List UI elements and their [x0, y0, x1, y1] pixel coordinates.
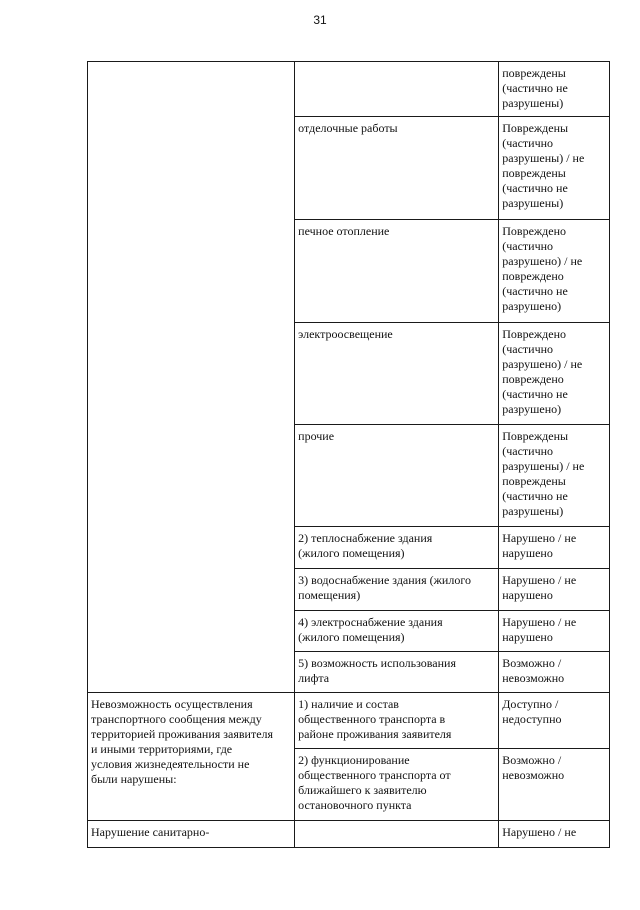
value-cell: Возможно / невозможно	[499, 749, 610, 821]
item-cell: 5) возможность использования лифта	[295, 652, 499, 693]
value-cell: Повреждены (частично разрушены) / не повреждены (частично не разрушены)	[499, 425, 610, 527]
item-cell	[295, 821, 499, 848]
item-cell: 2) теплоснабжение здания (жилого помещения)	[295, 527, 499, 569]
value-cell: Нарушено / не нарушено	[499, 569, 610, 611]
item-cell: печное отопление	[295, 220, 499, 323]
condition-cell	[88, 62, 295, 693]
table-row	[88, 62, 610, 117]
item-cell: 4) электроснабжение здания (жилого помещения)	[295, 611, 499, 652]
item-cell: электроосвещение	[295, 323, 499, 425]
table-row	[88, 693, 610, 749]
item-cell: отделочные работы	[295, 117, 499, 220]
page-number: 31	[313, 13, 327, 27]
value-cell: Нарушено / не нарушено	[499, 527, 610, 569]
conditions-table	[87, 61, 610, 848]
item-cell: прочие	[295, 425, 499, 527]
item-cell: 1) наличие и состав общественного транспорта в районе проживания заявителя	[295, 693, 499, 749]
item-cell: 2) функционирование общественного транспорта от ближайшего к заявителю остановочного пункта	[295, 749, 499, 821]
condition-cell: Нарушение санитарно-	[88, 821, 295, 848]
value-cell: повреждены (частично не разрушены)	[499, 62, 610, 117]
value-cell: Нарушено / не	[499, 821, 610, 848]
item-cell	[295, 62, 499, 117]
table-row	[88, 821, 610, 848]
item-cell: 3) водоснабжение здания (жилого помещения)	[295, 569, 499, 611]
value-cell: Повреждены (частично разрушены) / не повреждены (частично не разрушены)	[499, 117, 610, 220]
value-cell: Нарушено / не нарушено	[499, 611, 610, 652]
value-cell: Повреждено (частично разрушено) / не повреждено (частично не разрушено)	[499, 323, 610, 425]
value-cell: Доступно / недоступно	[499, 693, 610, 749]
value-cell: Повреждено (частично разрушено) / не повреждено (частично не разрушено)	[499, 220, 610, 323]
condition-cell: Невозможность осуществления транспортного сообщения между территорией проживания заявителя и иными территориями, где условия жизнедеятельности не были нарушены:	[88, 693, 295, 821]
value-cell: Возможно / невозможно	[499, 652, 610, 693]
